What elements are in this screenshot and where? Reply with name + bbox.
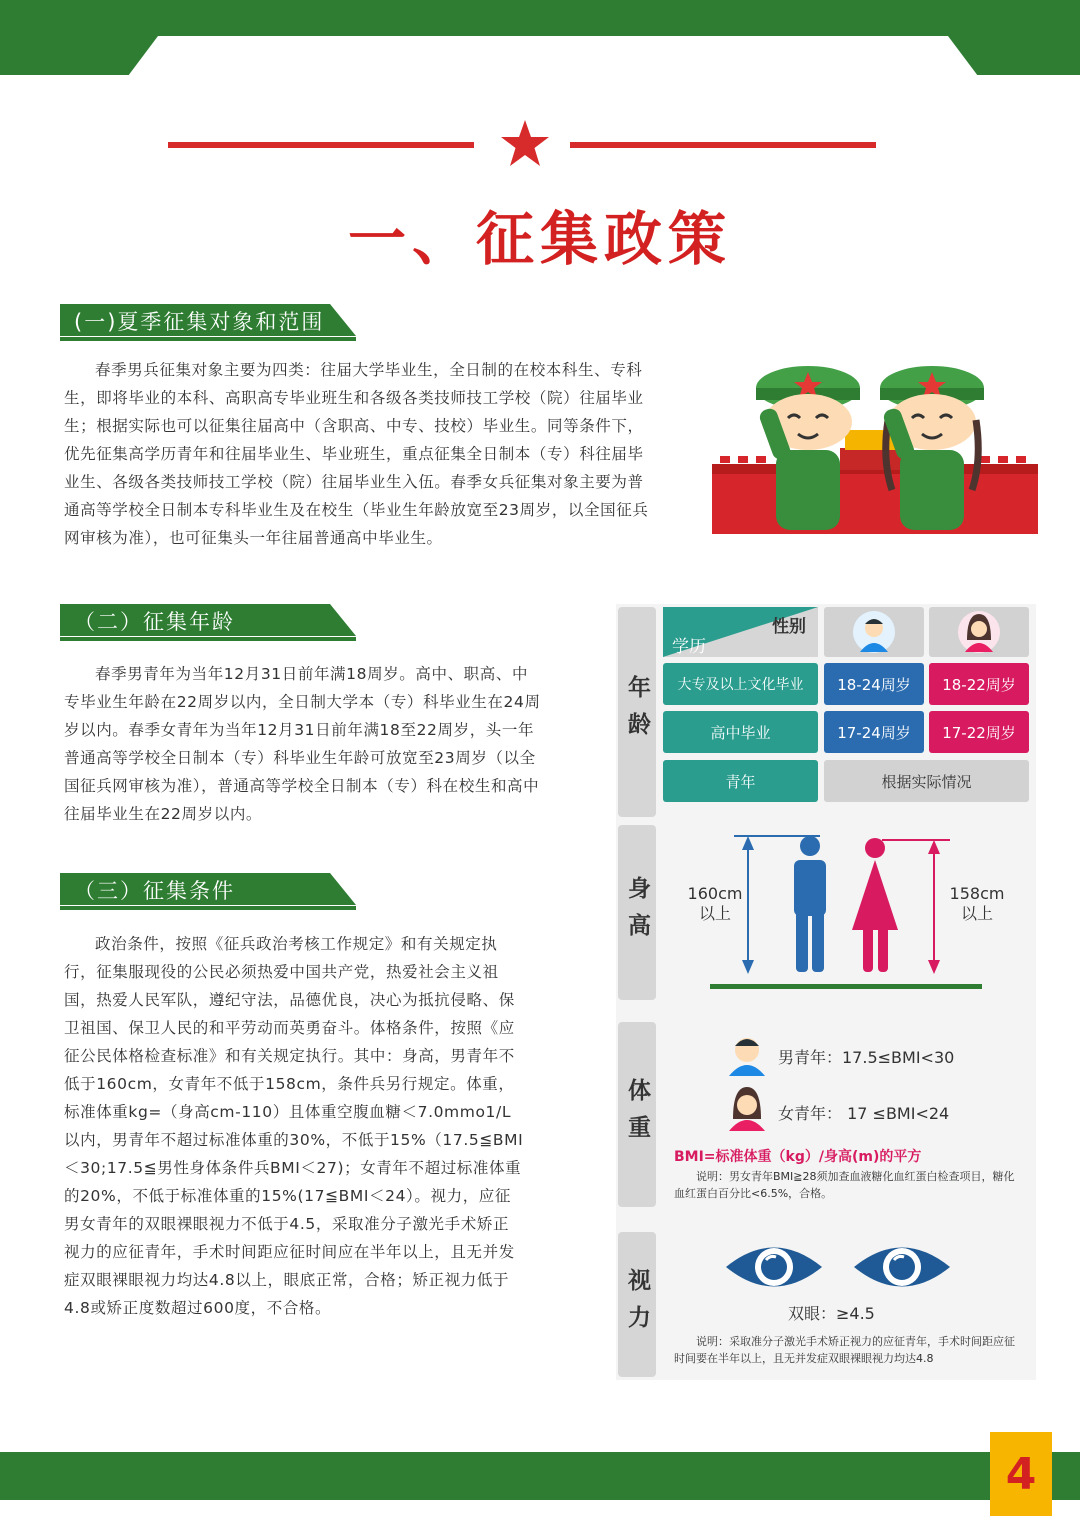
male-age-highschool: 17-24周岁	[824, 711, 924, 753]
section-text-conditions: 政治条件，按照《征兵政治考核工作规定》和有关规定执行，征集服现役的公民必须热爱中国共产党，热爱社会主义祖国，热爱人民军队，遵纪守法，品德优良，决心为抵抗侵略、保卫祖国、保卫人民的和平劳动而英勇奋斗。体格条件，按照《应征公民体格检查标准》和有关规定执行。其中：身高，男青年不低于160cm，女青年不低于158cm，条件兵另行规定。体重，标准体重kg=（身高cm-110）且体重空腹血糖＜7.0mmo1/L以内，男青年不超过标准体重的30%，不低于15%（17.5≦BMI＜30;17.5≦男性身体条件兵BMI＜27)；女青年不超过标准体重的20%，不低于标准体重的15%(17≦BMI＜24）。视力，应征男女青年的双眼裸眼视力不低于4.5，采取准分子激光手术矫正视力的应征青年，手术时间距应征时间应在半年以上，且无并发症双眼裸眼视力均达4.8以上，眼底正常，合格；矫正视力低于4.8或矫正度数超过600度，不合格。	[64, 935, 524, 1317]
youth-value-cell: 根据实际情况	[824, 760, 1029, 802]
red-star-icon	[499, 118, 551, 170]
section-header-age	[60, 604, 360, 642]
section-header-targets	[60, 304, 360, 342]
male-figure-icon	[794, 836, 826, 972]
cartoon-soldiers-illustration	[710, 360, 1040, 540]
corner-gender-label: 性别	[772, 617, 806, 637]
section-header-conditions	[60, 873, 360, 911]
male-height-label: 160cm 以上	[687, 884, 743, 923]
bmi-formula: BMI=标准体重（kg）/身高(m)的平方	[674, 1149, 922, 1165]
male-avatar-icon	[852, 610, 896, 654]
vision-note: 说明：采取准分子激光手术矫正视力的应征青年，手术时间距应征时间要在半年以上，且无并发症双眼裸眼视力均达4.8	[674, 1335, 1015, 1365]
edu-college-cell: 大专及以上文化毕业	[663, 663, 818, 705]
female-header	[929, 607, 1029, 657]
section-header-text: (一)夏季征集对象和范围	[74, 310, 325, 334]
corner-education-label: 学历	[672, 637, 706, 657]
section-header-text: （三）征集条件	[74, 879, 235, 903]
vision-tab: 视力	[618, 1232, 656, 1377]
female-age-highschool: 17-22周岁	[929, 711, 1029, 753]
weight-tab: 体重	[618, 1022, 656, 1207]
female-age-college: 18-22周岁	[929, 663, 1029, 705]
female-bmi-text: 女青年： 17 ≤BMI<24	[778, 1104, 950, 1123]
title-rule-left	[168, 142, 474, 148]
top-banner-notch	[128, 36, 978, 76]
female-height-label: 158cm 以上	[949, 884, 1005, 923]
female-figure-icon	[852, 838, 898, 972]
eyes-icon	[724, 1236, 952, 1298]
bottom-banner	[0, 1452, 1080, 1500]
section-header-text: （二）征集年龄	[74, 610, 235, 634]
female-avatar-icon	[957, 610, 1001, 654]
height-tab: 身高	[618, 825, 656, 1000]
male-face-icon	[724, 1030, 770, 1076]
male-age-college: 18-24周岁	[824, 663, 924, 705]
section-text-targets: 春季男兵征集对象主要为四类：往届大学毕业生，全日制的在校本科生、专科生，即将毕业的本科、高职高专毕业班生和各级各类技师技工学校（院）往届毕业生；根据实际也可以征集往届高中（含职高、中专、技校）毕业生。同等条件下，优先征集高学历青年和往届毕业生、毕业班生，重点征集全日制本（专）科往届毕业生、各级各类技师技工学校（院）往届毕业生入伍。春季女兵征集对象主要为普通高等学校全日制本专科毕业生及在校生（毕业生年龄放宽至23周岁，以全国征兵网审核为准），也可征集头一年往届普通高中毕业生。	[64, 361, 649, 547]
section-text-age: 春季男青年为当年12月31日前年满18周岁。高中、职高、中专毕业生年龄在22周岁以内，全日制大学本（专）科毕业生在24周岁以内。春季女青年为当年12月31日前年满18至22周岁，头一年普通高等学校全日制本（专）科毕业生年龄可放宽至23周岁（以全国征兵网审核为准），普通高等学校全日制本（专）科在校生和高中往届毕业生在22周岁以内。	[64, 665, 541, 823]
page-title: 一、征集政策	[347, 205, 732, 273]
youth-label-cell: 青年	[663, 760, 818, 802]
vision-value: 双眼：≥4.5	[788, 1304, 875, 1323]
title-rule-right	[570, 142, 876, 148]
page-number: 4	[990, 1432, 1052, 1516]
female-face-icon	[724, 1085, 770, 1131]
male-header	[824, 607, 924, 657]
edu-highschool-cell: 高中毕业	[663, 711, 818, 753]
bmi-note: 说明：男女青年BMI≧28须加查血液糖化血红蛋白检查项目，糖化血红蛋白百分比<6.5%，合格。	[674, 1170, 1015, 1200]
male-bmi-text: 男青年：17.5≤BMI<30	[778, 1048, 955, 1067]
age-tab: 年龄	[618, 607, 656, 817]
